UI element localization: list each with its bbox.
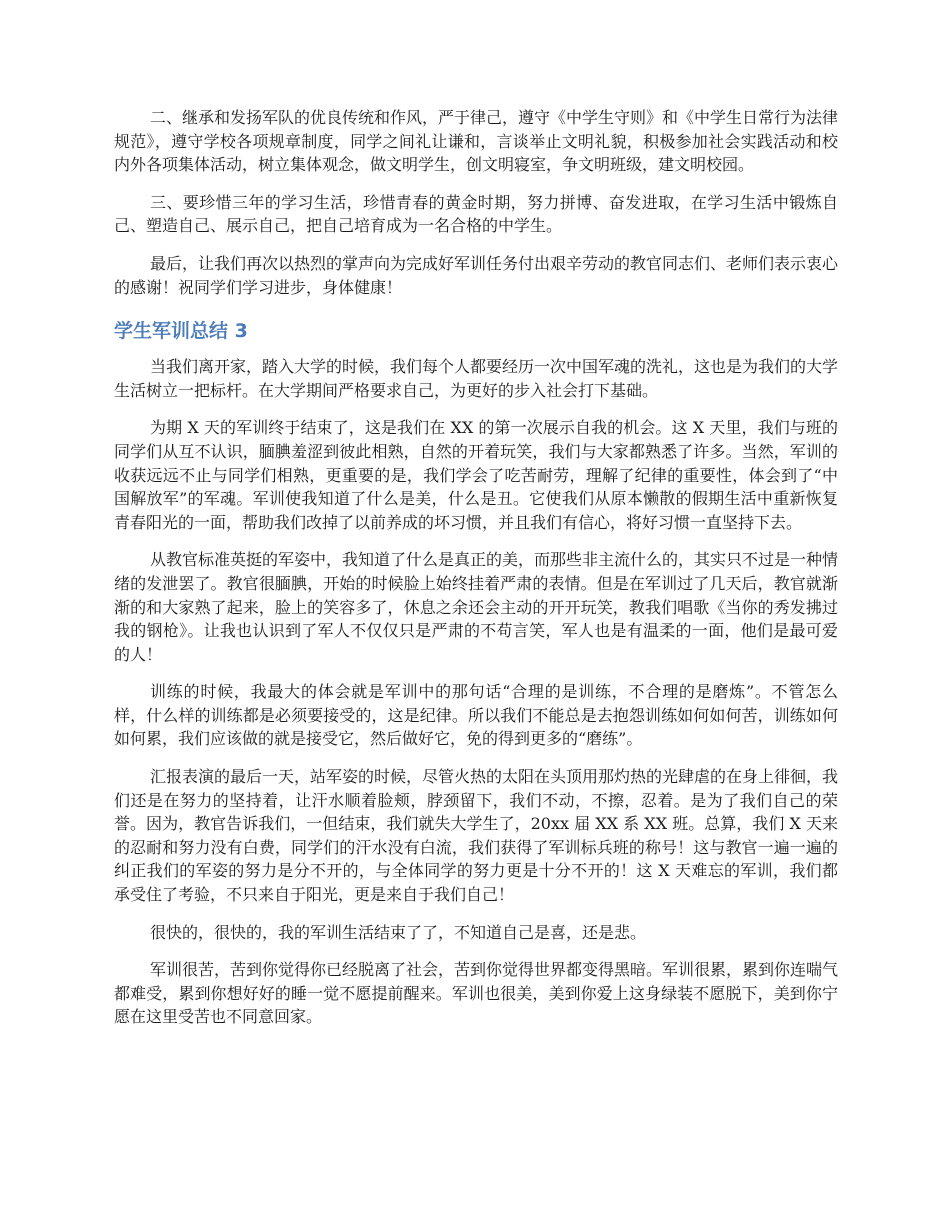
paragraph: 从教官标准英挺的军姿中，我知道了什么是真正的美，而那些非主流什么的，其实只不过是一种情绪的发泄罢了。教官很腼腆，开始的时候脸上始终挂着严肃的表情。但是在军训过了几天后，教官就渐渐的和大家熟了起来，脸上的笑容多了，休息之余还会主动的开开玩笑，教我们唱歌《当你的秀发拂过我的钢枪》。让我也认识到了军人不仅仅只是严肃的不苟言笑，军人也是有温柔的一面，他们是最可爱的人！: [114, 550, 839, 664]
paragraph: 最后，让我们再次以热烈的掌声向为完成好军训任务付出艰辛劳动的教官同志们、老师们表示衷心的感谢！祝同学们学习进步，身体健康！: [114, 253, 839, 297]
paragraph: 很快的，很快的，我的军训生活结束了了，不知道自己是喜，还是悲。: [150, 922, 647, 942]
paragraph: 二、继承和发扬军队的优良传统和作风，严于律己，遵守《中学生守则》和《中学生日常行为法律规范》，遵守学校各项规章制度，同学之间礼让谦和，言谈举止文明礼貌，积极参加社会实践活动和校内外各项集体活动，树立集体观念，做文明学生，创文明寝室，争文明班级，建文明校园。: [114, 108, 839, 175]
paragraph: 当我们离开家，踏入大学的时候，我们每个人都要经历一次中国军魂的洗礼，这也是为我们的大学生活树立一把标杆。在大学期间严格要求自己，为更好的步入社会打下基础。: [114, 357, 839, 400]
paragraph: 军训很苦，苦到你觉得你已经脱离了社会，苦到你觉得世界都变得黑暗。军训很累，累到你连喘气都难受，累到你想好好的睡一觉不愿提前醒来。军训也很美，美到你爱上这身绿装不愿脱下，美到你宁愿在这里受苦也不同意回家。: [114, 960, 839, 1027]
paragraph: 训练的时候，我最大的体会就是军训中的那句话“合理的是训练，不合理的是磨炼”。不管怎么样，什么样的训练都是必须要接受的，这是纪律。所以我们不能总是去抱怨训练如何如何苦，训练如何如何累，我们应该做的就是接受它，然后做好它，免的得到更多的“磨练”。: [114, 682, 838, 749]
paragraph: 汇报表演的最后一天，站军姿的时候，尽管火热的太阳在头顶用那灼热的光肆虐的在身上徘徊，我们还是在努力的坚持着，让汗水顺着脸颊，脖颈留下，我们不动，不擦，忍着。是为了我们自己的荣誉。因为，教官告诉我们，一但结束，我们就失大学生了，20xx 届 XX 系 XX 班。总算，我们 X 天来的忍耐和努力没有白费，同学们的汗水没有白流，我们获得了军训标兵班的称号！这与教官一遍一遍的纠正我们的军姿的努力是分不开的，与全体同学的努力更是十分不开的！这 X 天难忘的军训，我们都承受住了考验，不只来自于阳光，更是来自于我们自己！: [114, 767, 839, 905]
section-heading: 学生军训总结 3: [114, 320, 248, 343]
paragraph: 三、要珍惜三年的学习生活，珍惜青春的黄金时期，努力拼博、奋发进取，在学习生活中锻炼自己、塑造自己、展示自己，把自己培育成为一名合格的中学生。: [114, 192, 838, 236]
paragraph: 为期 X 天的军训终于结束了，这是我们在 XX 的第一次展示自我的机会。这 X 天里，我们与班的同学们从互不认识，腼腆羞涩到彼此相熟，自然的开着玩笑，我们与大家都熟悉了许多。当然，军训的收获远远不止与同学们相熟，更重要的是，我们学会了吃苦耐劳，理解了纪律的重要性，体会到了“中国解放军”的军魂。军训使我知道了什么是美，什么是丑。它使我们从原本懒散的假期生活中重新恢复青春阳光的一面，帮助我们改掉了以前养成的坏习惯，并且我们有信心，将好习惯一直坚持下去。: [114, 418, 838, 532]
document-page: [114, 106, 838, 1043]
